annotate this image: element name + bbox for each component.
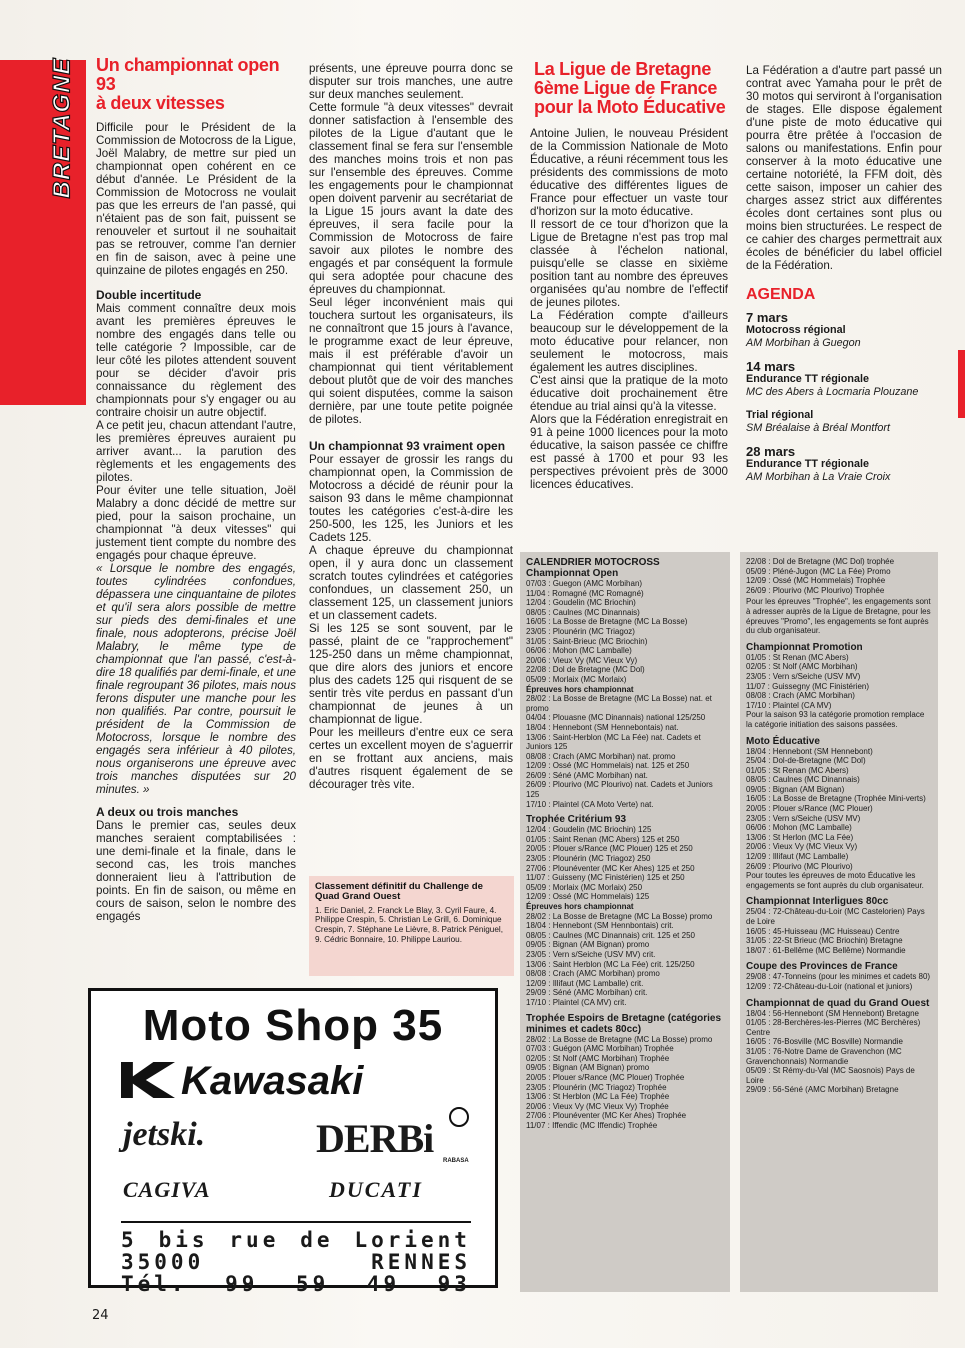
calendar-entry: 01/05 : St Renan (MC Abers) <box>746 652 849 662</box>
calendar-entry: 13/06 : Saint Herblon (MC La Fée) crit. 125/250 <box>526 959 695 969</box>
article1-subheading-1: Double incertitude <box>96 288 202 302</box>
calendar-entry: 27/06 : Plounéventer (MC Ker Ahes) 125 et 250 <box>526 863 695 873</box>
calendar-entry: 11/04 : Romagné (MC Romagné) <box>526 588 644 598</box>
education-list <box>746 747 932 872</box>
calendar-entry: 20/05 : Plouer s/Rance (MC Plouer) 125 et 250 <box>526 844 693 854</box>
article2-paragraph: C'est ainsi que la pratique de la moto éducative doit prochainement être étendue au trial ainsi qu'à la vitesse. <box>530 374 728 413</box>
jetski-logo: jetski. <box>123 1116 206 1153</box>
calendar-entry: 16/05 : La Bosse de Bretagne (Trophée Mini-verts) <box>746 794 926 804</box>
calendar-entry: 25/04 : 72-Château-du-Loir (MC Castelorien) Pays de Loire <box>746 907 925 926</box>
calendar-entry: 18/07 : 61-Bellême (MC Bellême) Normandie <box>746 945 906 955</box>
quad-championship-list <box>746 1009 932 1095</box>
calendar-entry: 08/05 : Caulnes (MC Dinannais) <box>746 775 860 785</box>
derbi-logo: DERBi <box>316 1116 434 1161</box>
agenda-date: 28 mars <box>746 444 796 459</box>
calendar-entry: 29/09 : Séné (AMC Morbihan) crit. <box>526 988 648 998</box>
quad-results-box <box>309 876 514 976</box>
calendar-title: CALENDRIER MOTOCROSS <box>526 557 660 568</box>
education-note: Pour toutes les épreuves de moto Éducative les engagements se font auprès du club organisateur. <box>746 871 924 890</box>
open-list <box>526 579 724 809</box>
calendar-entry: 20/05 : Plouer s/Rance (MC Plouer) <box>746 804 873 814</box>
agenda-event: Trial régional <box>746 409 814 421</box>
calendar-entry: 12/04 : Goudelin (MC Briochin) 125 <box>526 825 652 835</box>
address-line <box>121 1229 471 1251</box>
calendar-entry: 23/05 : Plounérin (MC Triagoz) 250 <box>526 854 651 864</box>
calendar-entry: 12/09 : 72-Château-du-Loir (national et juniors) <box>746 981 913 991</box>
calendar-entry: 23/05 : Vern s/Seiche (USV MV) <box>746 813 861 823</box>
agenda-item <box>746 445 942 484</box>
calendar-entry: 08/08 : Crach (AMC Morbihan) promo <box>526 969 660 979</box>
coupe-list <box>746 972 932 991</box>
calendar-entry: 29/08 : 47-Tonneins (pour les minimes et cadets 80) <box>746 972 931 982</box>
calendar-entry: 23/05 : Vern s/Seiche (USV MV) crit. <box>526 949 656 959</box>
article1b-paragraph: Si les 125 se sont souvent, par le passé, plaint de ce "rapprochement" 125-250 dans un même championnat, que dire alors des juniors et encore plus des cadets 125 qui risquent de se sentir très vite perdus en passant d'un championnat de jeunes à un championnat de ligue. <box>309 622 513 726</box>
article1b-paragraph: Pour essayer de grossir les rangs du championnat open, la Commission de Motocross a décidé de réunir pour la saison 93 dans le même championnat toutes les catégories c'est-à-dire les 250-500, les 125, les Juniors et les Cadets 125. <box>309 453 513 544</box>
calendar-entry: 08/08 : Crach (AMC Morbihan) <box>746 691 855 701</box>
calendar-entry: 08/05 : Caulnes (MC Dinannais) crit. 125 et 250 <box>526 930 695 940</box>
calendar-entry: 22/08 : Dol de Bretagne (MC Dol) trophée <box>746 557 895 566</box>
calendar-entry: 26/09 : Plourivo (MC Plourivo) nat. Cadets et Juniors 125 <box>526 780 713 800</box>
calendar-entry: Épreuves hors championnat <box>526 684 634 694</box>
calendar-entry: 22/08 : Dol de Bretagne (MC Dol) <box>526 665 645 675</box>
calendar-entry: 27/06 : Plounéventer (MC Ker Ahes) Trophée <box>526 1111 687 1121</box>
shop-address <box>121 1221 471 1295</box>
section-label: BRETAGNE <box>48 57 76 199</box>
article1-paragraph: A ce petit jeu, chacun attendant l'autre, les premières épreuves auraient pu arriver avant... la parution des règlements et les engagements des pilotes. <box>96 419 296 484</box>
calendar-entry: 20/06 : Vieux Vy (MC Vieux Vy) <box>526 655 638 665</box>
agenda-event: Endurance TT régionale <box>746 373 869 385</box>
education-title: Moto Éducative <box>746 735 820 747</box>
article1b-paragraph: présents, une épreuve pourra donc se disputer sur trois manches, une autre sur deux manches seulement. <box>309 62 513 101</box>
calendar-entry: 04/04 : Plouasne (MC Dinannais) national 125/250 <box>526 713 706 723</box>
calendar-entry: 09/05 : Bignan (AM Bignan) promo <box>526 1063 650 1073</box>
article1b-paragraph: Cette formule "à deux vitesses" devrait donner satisfaction à l'ensemble des pilotes de la Ligue d'autant que le classement final se fera sur l'ensemble des manches moins trois et non pas sur l'ensemble des épreuves. Comme les engagements pour le championnat open doivent parvenir au secrétariat de la Ligue 15 jours avant la date des épreuves, il sera facile pour la Commission de Motocross de faire savoir aux pilotes le nombre des engagés et par conséquent la formule qui sera adoptée pour chacune des épreuves du championnat. <box>309 101 513 296</box>
trophy-list <box>746 557 932 595</box>
kawasaki-k-icon <box>121 1062 175 1098</box>
article2-paragraph: Antoine Julien, le nouveau Président de la Commission Nationale de Moto Éducative, a réuni récemment tous les présidents des commissions de moto éducative des différentes ligues de France pour effectuer un vaste tour d'horizon sur la moto éducative. <box>530 127 728 218</box>
agenda-item <box>746 360 942 399</box>
article1-paragraph: Dans le premier cas, seules deux manches seraient comptabilisées : une demi-finale et la finale, dans le second cas, les trois manches donneraient lieu à l'attribution de points. En fin de saison, ou même en cours de saison, selon le nombre des engagés <box>96 819 296 923</box>
calendar-entry: 31/05 : 76-Notre Dame de Gravenchon (MC Gravenchonnais) Normandie <box>746 1046 902 1066</box>
criterium-title: Trophée Critérium 93 <box>526 814 627 826</box>
address-word: bis <box>158 1228 209 1252</box>
calendar-entry: 18/04 : Hennebont (SM Hennbontais) crit. <box>526 921 674 931</box>
calendar-entry: 13/06 : St Herlon (MC La Fée) <box>746 832 854 842</box>
calendar-entry: 16/05 : 76-Bosville (MC Bosville) Normandie <box>746 1037 903 1047</box>
calendar-entry: 01/05 : 28-Berchères-les-Pierres (MC Berchères) Centre <box>746 1018 921 1037</box>
calendar-entry: 11/07 : Guissegny (MC Finistérien) <box>746 681 870 691</box>
article1-title: Un championnat open 93 à deux vitesses <box>96 55 280 113</box>
address-word: Lorient <box>354 1228 471 1252</box>
calendar-entry: 18/04 : Hennebont (SM Hennebontais) nat. <box>526 722 679 732</box>
agenda-organizer: AM Morbihan à La Vraie Croix <box>746 471 891 483</box>
address-word: 5 <box>121 1228 138 1252</box>
calendar-entry: 09/05 : Bignan (AM Bignan) promo <box>526 940 650 950</box>
calendar-entry: 28/02 : La Bosse de Bretagne (MC La Bosse) promo <box>526 1034 713 1044</box>
cagiva-logo: CAGIVA <box>123 1177 211 1202</box>
globe-icon <box>449 1107 469 1127</box>
address-word: de <box>300 1228 334 1252</box>
article1-column2 <box>309 62 513 791</box>
address-word: 35000 <box>121 1250 205 1274</box>
calendar-entry: 31/05 : Saint-Brieuc (MC Briochin) <box>526 636 648 646</box>
calendar-entry: 26/09 : Séné (AMC Morbihan) nat. <box>526 770 648 780</box>
interligues-list <box>746 907 932 955</box>
kawasaki-logo: Kawasaki <box>121 1059 363 1104</box>
address-word: rue <box>229 1228 280 1252</box>
article1b-paragraph: A chaque épreuve du championnat open, il y aura donc un classement scratch toutes cylindrées et catégories confondues, un classement 250, un classement 125, un classement juniors et un classement cadets. <box>309 544 513 622</box>
espoirs-title: Trophée Espoirs de Bretagne (catégories minimes et cadets 80cc) <box>526 1012 722 1035</box>
promotion-title: Championnat Promotion <box>746 641 863 653</box>
moto-shop-advertisement <box>88 988 498 1296</box>
calendar-entry: 06/06 : Mohon (MC Lamballe) <box>526 646 632 656</box>
address-word: RENNES <box>371 1250 471 1274</box>
agenda-list <box>746 311 942 484</box>
calendar-entry: 06/06 : Mohon (MC Lamballe) <box>746 823 852 833</box>
calendar-box-right <box>740 552 938 1292</box>
article1-intro: Difficile pour le Président de la Commission de Motocross de la Ligue, Joël Malabry, de mettre sur pied un championnat open cohérent en ce début d'année. Le Président de la Commission de Motocross ne voulait pas que les erreurs de l'an passé, qui n'étaient pas de son fait, puissent se renouveler et surtout il ne souhaitait pas se retrouver, comme l'an dernier en fin de saison, avec à peine une quinzaine de pilotes engagés en 250. <box>96 121 296 277</box>
article2-paragraph: La Fédération compte d'ailleurs beaucoup sur le développement de la moto éducative pour relancer, non seulement le motocross, mais également les autres disciplines. <box>530 309 728 374</box>
calendar-entry: 08/08 : Crach (AMC Morbihan) nat. promo <box>526 751 676 761</box>
calendar-entry: 20/06 : Vieux Vy (MC Vieux Vy) <box>746 842 858 852</box>
calendar-entry: 05/09 : Morlaix (MC Morlaix) 250 <box>526 882 643 892</box>
article1b-paragraph: Seul léger inconvénient mais qui touchera surtout les organisateurs, ils ne connaîtront que 15 jours à l'avance, le programme exact de leur épreuve, mais il est préférable d'avoir un championnat qui tient véritablement debout plutôt que de voir des manches qui soient disputées, comme la saison dernière, par une toute petite poignée de pilotes. <box>309 296 513 426</box>
article1-quote: « Lorsque le nombre des engagés, toutes cylindrées confondues, dépassera une cinquantaine de pilotes et qu'il sera alors possible de mettre sur pieds des demi-finales et une finale, nous adopterons, précise Joël Malabry, le même type de championnat que l'an passé, c'est-à-dire 18 qualifiés par demi-finale, et une finale regroupant 36 pilotes, mais nous ferons disputer une manche pour les non qualifiés. Par contre, poursuit le président de la Commission de Motocross, lorsque le nombre des engagés sera inférieur à 40 pilotes, nous organiserons une épreuve avec trois manches disputées sur 20 minutes. » <box>96 562 296 796</box>
open-championship-title: Championnat Open <box>526 568 619 579</box>
address-word: 59 <box>295 1272 330 1296</box>
calendar-entry: 17/10 : Plaintel (CA MV) <box>746 700 832 710</box>
city-line <box>121 1251 471 1273</box>
calendar-entry: 17/10 : Plaintel (CA MV) crit. <box>526 997 627 1007</box>
calendar-entry: 02/05 : St Nolf (AMC Morbihan) Trophée <box>526 1053 670 1063</box>
address-word: 49 <box>366 1272 401 1296</box>
calendar-entry: 23/05 : Plounérin (MC Triagoz) <box>526 626 635 636</box>
address-word: 99 <box>225 1272 259 1296</box>
calendar-box-left <box>520 552 730 1292</box>
calendar-entry: 12/09 : Illifaut (MC Lamballe) <box>746 852 849 862</box>
address-word: Tél. <box>121 1272 188 1296</box>
calendar-entry: 01/05 : Saint Renan (MC Abers) 125 et 250 <box>526 834 680 844</box>
quad-championship-title: Championnat de quad du Grand Ouest <box>746 997 930 1009</box>
calendar-entry: 23/05 : Plounérin (MC Triagoz) Trophée <box>526 1082 667 1092</box>
article2-column2 <box>746 64 942 484</box>
article1b-subheading: Un championnat 93 vraiment open <box>309 439 506 453</box>
phone-line <box>121 1273 471 1295</box>
article1-paragraph: Pour éviter une telle situation, Joël Malabry a donc décidé de mettre sur pied, pour la saison prochaine, un championnat "à deux vitesses" qui justement tient compte du nombre des engagés pour chaque épreuve. <box>96 484 296 562</box>
calendar-entry: Épreuves hors championnat <box>526 902 634 911</box>
article2-paragraph: Il ressort de ce tour d'horizon que la Ligue de Bretagne n'est pas trop mal classée à l'échelon national, puisqu'elle se classe en sixième position tant au nombre des épreuves organisées qu'au nombre de l'effectif de jeunes pilotes. <box>530 218 728 309</box>
agenda-organizer: AM Morbihan à Guegon <box>746 337 861 349</box>
calendar-entry: 12/09 : Ossé (MC Hommelais) 125 <box>526 892 650 902</box>
calendar-entry: 26/09 : Plourivo (MC Plourivo) <box>746 861 853 871</box>
calendar-entry: 16/05 : La Bosse de Bretagne (MC La Bosse) <box>526 617 688 627</box>
trophy-note: Pour les épreuves "Trophée", les engagements sont à adresser auprès de la Ligue de Bretagne, pour les épreuves "Promo", les engagements se font auprès du club organisateur. <box>746 597 931 636</box>
agenda-date: 14 mars <box>746 359 796 374</box>
article2-paragraph: Alors que la Fédération enregistrait en 91 à peine 1000 licences pour la moto éducative, la saison passée ce chiffre est passé à 1700 et pour 93 les perspectives prévoient près de 3000 licences éducatives. <box>530 413 728 491</box>
calendar-entry: 12/09 : Ossé (MC Hommelais) nat. 125 et 250 <box>526 761 690 771</box>
calendar-entry: 09/05 : Bignan (AM Bignan) <box>746 784 845 794</box>
page-number: 24 <box>92 1308 109 1323</box>
calendar-entry: 12/09 : Ossé (MC Hommelais) Trophée <box>746 576 886 586</box>
calendar-entry: 05/09 : Morlaix (MC Morlaix) <box>526 674 627 684</box>
calendar-entry: 20/05 : Plouer s/Rance (MC Plouer) Trophée <box>526 1072 685 1082</box>
calendar-entry: 07/03 : Guégon (AMC Morbihan) Trophée <box>526 1044 674 1054</box>
criterium-list <box>526 825 724 1007</box>
agenda-item <box>746 409 942 435</box>
calendar-entry: 28/02 : La Bosse de Bretagne (MC La Bosse) nat. et promo <box>526 694 712 713</box>
agenda-title: AGENDA <box>746 286 816 303</box>
calendar-entry: 07/03 : Guegon (AMC Morbihan) <box>526 579 643 588</box>
calendar-entry: 13/06 : Saint-Herblon (MC La Fée) nat. Cadets et Juniors 125 <box>526 732 701 752</box>
edge-color-strip <box>958 350 965 418</box>
article1-paragraph: Mais comment connaître deux mois avant les premières épreuves le nombre des engagés dans telle ou telle catégorie ? Impossible, car de leur côté les pilotes attendent souvent pour se décider d'avoir pris connaissance du règlement des championnats pour s'y engager ou au contraire choisir un autre objectif. <box>96 302 296 419</box>
agenda-event: Endurance TT régionale <box>746 458 869 470</box>
quad-results-title: Classement définitif du Challenge de Quad Grand Ouest <box>315 881 483 903</box>
ducati-logo: DUCATI <box>329 1177 423 1202</box>
calendar-entry: 11/07 : Iffendic (MC Iffendic) Trophée <box>526 1120 658 1130</box>
shop-name: Moto Shop 35 <box>142 1001 444 1050</box>
calendar-entry: 25/04 : Dol-de-Bretagne (MC Dol) <box>746 756 866 766</box>
agenda-organizer: MC des Abers à Locmaria Plouzane <box>746 386 919 398</box>
calendar-entry: 05/09 : St Rémy-du-Val (MC Saosnois) Pays de Loire <box>746 1066 915 1085</box>
calendar-entry: 16/05 : 45-Huisseau (MC Huisseau) Centre <box>746 926 900 936</box>
coupe-title: Coupe des Provinces de France <box>746 961 898 973</box>
promotion-note: Pour la saison 93 la catégorie promotion remplace la catégorie initiation des saisons passées. <box>746 710 925 729</box>
promotion-list <box>746 653 932 711</box>
article2b-paragraph: La Fédération a d'autre part passé un contrat avec Yamaha pour le prêt de 30 motos qui serviront à l'organisation de stages. Elle dispose également d'une piste de moto éducative qui pourra être prêtée à l'occasion de salons ou manifestations. Enfin pour conserver à la moto éducative une certaine notoriété, la FFM doit, dès cette saison, imposer un cahier des charges assez strict aux différentes écoles dont certaines sont plus ou moins bien structurées. Le respect de ce cahier des charges permettrait aux écoles de bénéficier du label officiel de la Fédération. <box>746 64 942 272</box>
calendar-entry: 05/09 : Pléné-Jugon (MC La Fée) Promo <box>746 566 891 576</box>
calendar-entry: 02/05 : St Nolf (AMC Morbihan) <box>746 662 858 672</box>
calendar-entry: 29/09 : 56-Séné (AMC Morbihan) Bretagne <box>746 1085 899 1095</box>
address-word: 93 <box>437 1272 471 1296</box>
calendar-entry: 12/09 : Illifaut (MC Lamballe) crit. <box>526 978 644 988</box>
calendar-entry: 18/04 : Hennebont (SM Hennebont) <box>746 746 873 756</box>
calendar-entry: 12/04 : Goudelin (MC Briochin) <box>526 598 636 608</box>
article2-title: La Ligue de Bretagne 6ème Ligue de France pour la Moto Éducative <box>534 59 726 117</box>
calendar-entry: 18/04 : 56-Hennebont (SM Hennebont) Bretagne <box>746 1008 920 1018</box>
article2-column1 <box>530 60 728 491</box>
calendar-entry: 11/07 : Guisseny (MC Finistérien) 125 et 250 <box>526 873 685 883</box>
rabasa-label: RABASA <box>443 1158 469 1164</box>
calendar-entry: 01/05 : St Renan (MC Abers) <box>746 765 849 775</box>
agenda-event: Motocross régional <box>746 324 846 336</box>
espoirs-list <box>526 1035 724 1131</box>
article1-subheading-2: A deux ou trois manches <box>96 805 239 819</box>
calendar-entry: 17/10 : Plaintel (CA Moto Verte) nat. <box>526 799 654 809</box>
agenda-organizer: SM Bréalaise à Bréal Montfort <box>746 422 891 434</box>
article1b-paragraph: Pour les meilleurs d'entre eux ce sera certes un excellent moyen de s'aguerrir en se frottant aux anciens, mais d'autres risquent également de se décourager très vite. <box>309 726 513 791</box>
interligues-title: Championnat Interligues 80cc <box>746 896 889 908</box>
calendar-entry: 13/06 : St Herblon (MC La Fée) Trophée <box>526 1092 670 1102</box>
calendar-entry: 31/05 : 22-St Brieuc (MC Briochin) Bretagne <box>746 936 903 946</box>
quad-results-text: 1. Eric Daniel, 2. Franck Le Blay, 3. Cyril Faure, 4. Philippe Crespin, 5. Christian Le Grill, 6. Dominique Crespin, 7. Stéphane Le Lièvre, 8. Patrick Péniguel, 9. Cédric Bonnaire, 10. Philippe Lauriou. <box>315 905 503 944</box>
agenda-item <box>746 311 942 350</box>
calendar-entry: 28/02 : La Bosse de Bretagne (MC La Bosse) promo <box>526 911 713 921</box>
agenda-date: 7 mars <box>746 310 788 325</box>
calendar-entry: 08/05 : Caulnes (MC Dinannais) <box>526 607 640 617</box>
article1-column1 <box>96 56 296 923</box>
calendar-entry: 20/06 : Vieux Vy (MC Vieux Vy) Trophée <box>526 1101 669 1111</box>
calendar-entry: 23/05 : Vern s/Seiche (USV MV) <box>746 671 861 681</box>
calendar-entry: 26/09 : Plourivo (MC Plourivo) Trophée <box>746 585 885 595</box>
